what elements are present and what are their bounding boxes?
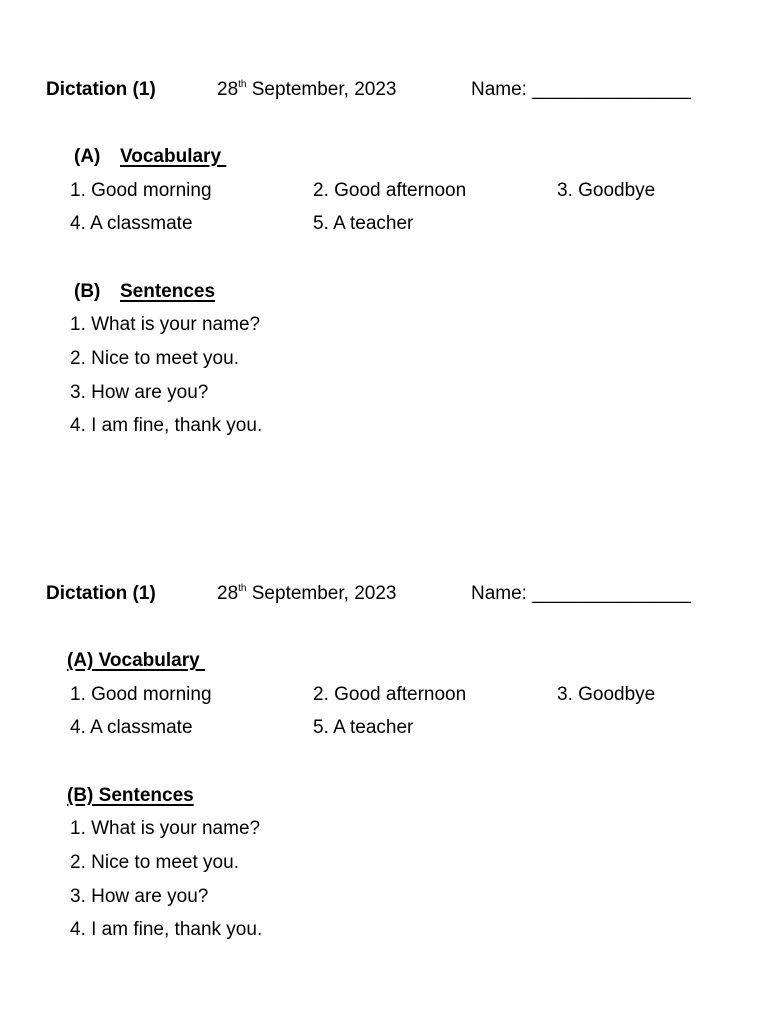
date-rest: September, 2023: [246, 583, 397, 604]
date-day: 28: [217, 79, 239, 100]
vocabulary-heading-letter: (A): [74, 146, 101, 167]
vocabulary-item: 1. Good morning: [70, 684, 212, 705]
vocabulary-heading: Vocabulary: [120, 146, 227, 167]
sentence-item: 2. Nice to meet you.: [70, 348, 239, 369]
vocabulary-item: 3. Goodbye: [557, 180, 656, 201]
sentence-item: 4. I am fine, thank you.: [70, 919, 263, 940]
vocabulary-item: 5. A teacher: [313, 213, 414, 234]
date-suffix: th: [238, 79, 247, 90]
dictation-date: [217, 584, 396, 603]
sentence-item: 3. How are you?: [70, 382, 209, 403]
sentence-item: 4. I am fine, thank you.: [70, 415, 263, 436]
vocabulary-item: 4. A classmate: [70, 213, 193, 234]
vocabulary-item: 4. A classmate: [70, 717, 193, 738]
vocabulary-item: 3. Goodbye: [557, 684, 656, 705]
name-field-label: Name: _______________: [471, 79, 691, 100]
dictation-title: Dictation (1): [46, 79, 156, 100]
sentences-heading: (B) Sentences: [67, 785, 194, 806]
date-suffix: th: [238, 583, 247, 594]
sentence-item: 1. What is your name?: [70, 818, 261, 839]
vocabulary-item: 2. Good afternoon: [313, 180, 467, 201]
sentences-heading-letter: (B): [74, 281, 101, 302]
sentence-item: 1. What is your name?: [70, 314, 261, 335]
name-field-label: Name: _______________: [471, 583, 691, 604]
date-day: 28: [217, 583, 239, 604]
vocabulary-item: 5. A teacher: [313, 717, 414, 738]
date-rest: September, 2023: [246, 79, 397, 100]
vocabulary-heading: (A) Vocabulary: [67, 650, 205, 671]
sentence-item: 2. Nice to meet you.: [70, 852, 239, 873]
vocabulary-item: 1. Good morning: [70, 180, 212, 201]
vocabulary-item: 2. Good afternoon: [313, 684, 467, 705]
sentences-heading: Sentences: [120, 281, 216, 302]
sentence-item: 3. How are you?: [70, 886, 209, 907]
dictation-date: [217, 80, 396, 99]
dictation-title: Dictation (1): [46, 583, 156, 604]
